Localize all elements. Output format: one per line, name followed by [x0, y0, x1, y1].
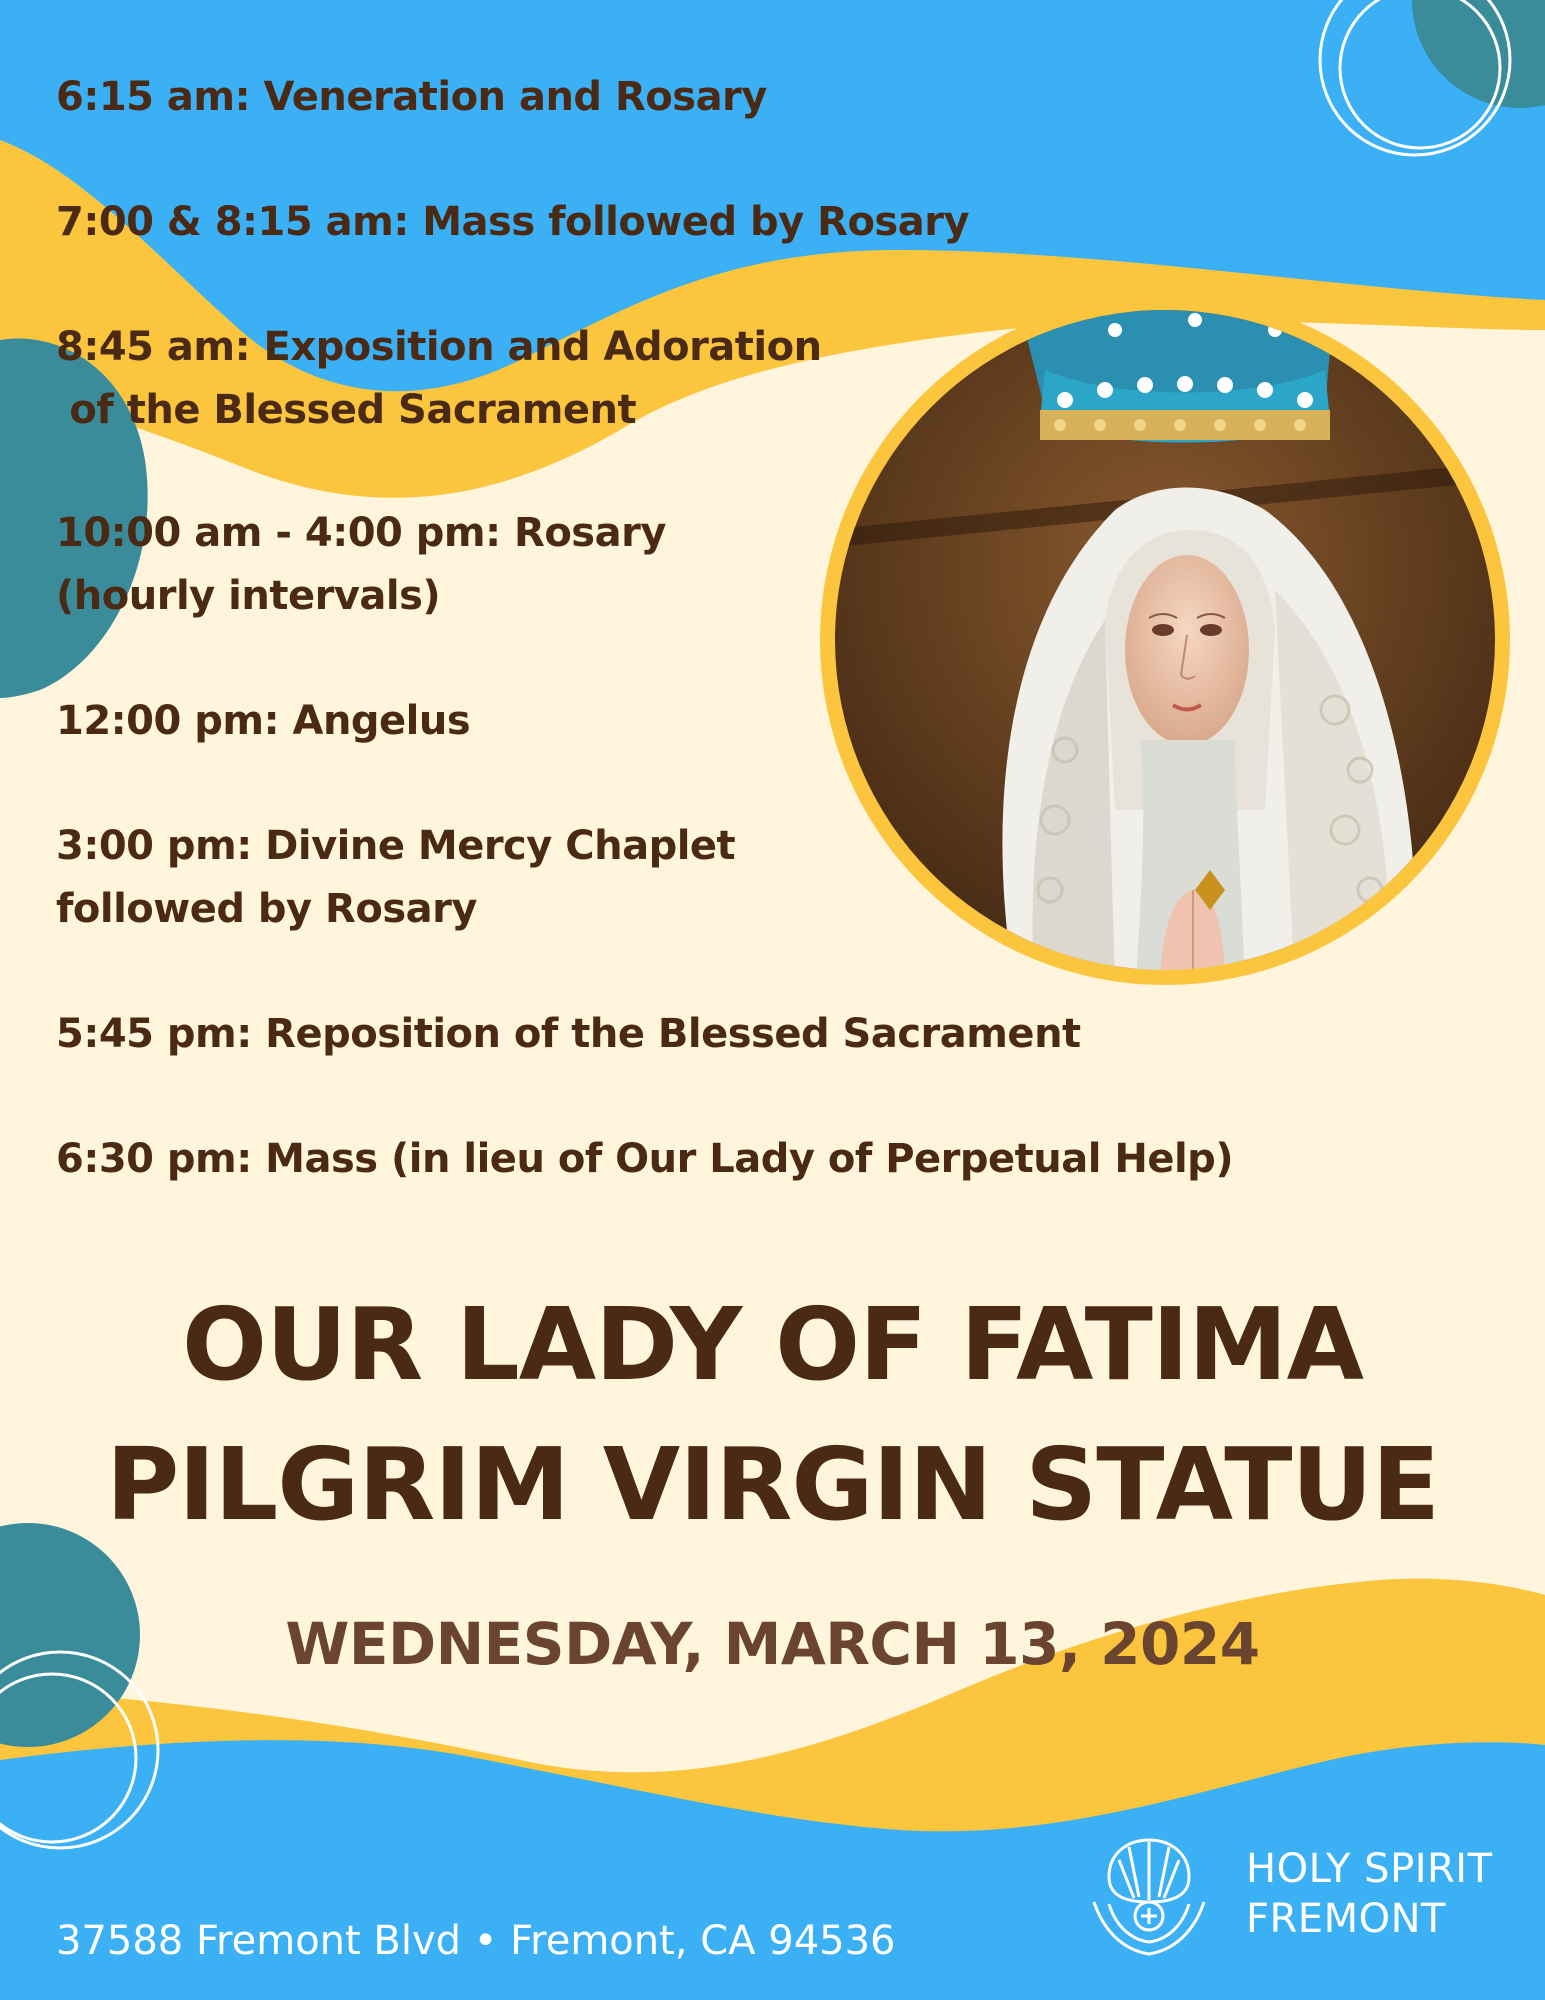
schedule-item: [56, 815, 735, 941]
brand-line-1: HOLY SPIRIT: [1246, 1846, 1493, 1892]
schedule-item: [56, 690, 470, 753]
schedule-item: [56, 1003, 1081, 1066]
shell-logo-icon: [1084, 1832, 1214, 1962]
schedule-item: [56, 316, 822, 442]
schedule-item: [56, 191, 969, 254]
schedule-item: [56, 66, 767, 129]
schedule-line: followed by Rosary: [56, 886, 477, 932]
schedule-line: of the Blessed Sacrament: [56, 387, 637, 433]
schedule-item: [56, 502, 666, 628]
virgin-statue-photo: [815, 290, 1515, 990]
schedule-line: 6:30 pm: Mass (in lieu of Our Lady of Perpetual Help): [56, 1136, 1234, 1182]
title-line-2: PILGRIM VIRGIN STATUE: [105, 1426, 1440, 1543]
brand-line-2: FREMONT: [1246, 1896, 1446, 1942]
schedule-item: [56, 1128, 1233, 1191]
schedule-line: 10:00 am - 4:00 pm: Rosary: [56, 510, 666, 556]
schedule-line: 6:15 am: Veneration and Rosary: [56, 74, 767, 120]
brand-logo: [1084, 1832, 1504, 1962]
schedule-line: 5:45 pm: Reposition of the Blessed Sacrament: [56, 1011, 1081, 1057]
address: 37588 Fremont Blvd • Fremont, CA 94536: [56, 1918, 896, 1964]
title-line-1: OUR LADY OF FATIMA: [181, 1286, 1364, 1403]
schedule-line: 12:00 pm: Angelus: [56, 698, 471, 744]
schedule-line: 7:00 & 8:15 am: Mass followed by Rosary: [56, 199, 970, 245]
schedule-line: (hourly intervals): [56, 573, 441, 619]
schedule-line: 3:00 pm: Divine Mercy Chaplet: [56, 823, 736, 869]
event-date: WEDNESDAY, MARCH 13, 2024: [285, 1610, 1260, 1678]
schedule-line: 8:45 am: Exposition and Adoration: [56, 324, 822, 370]
